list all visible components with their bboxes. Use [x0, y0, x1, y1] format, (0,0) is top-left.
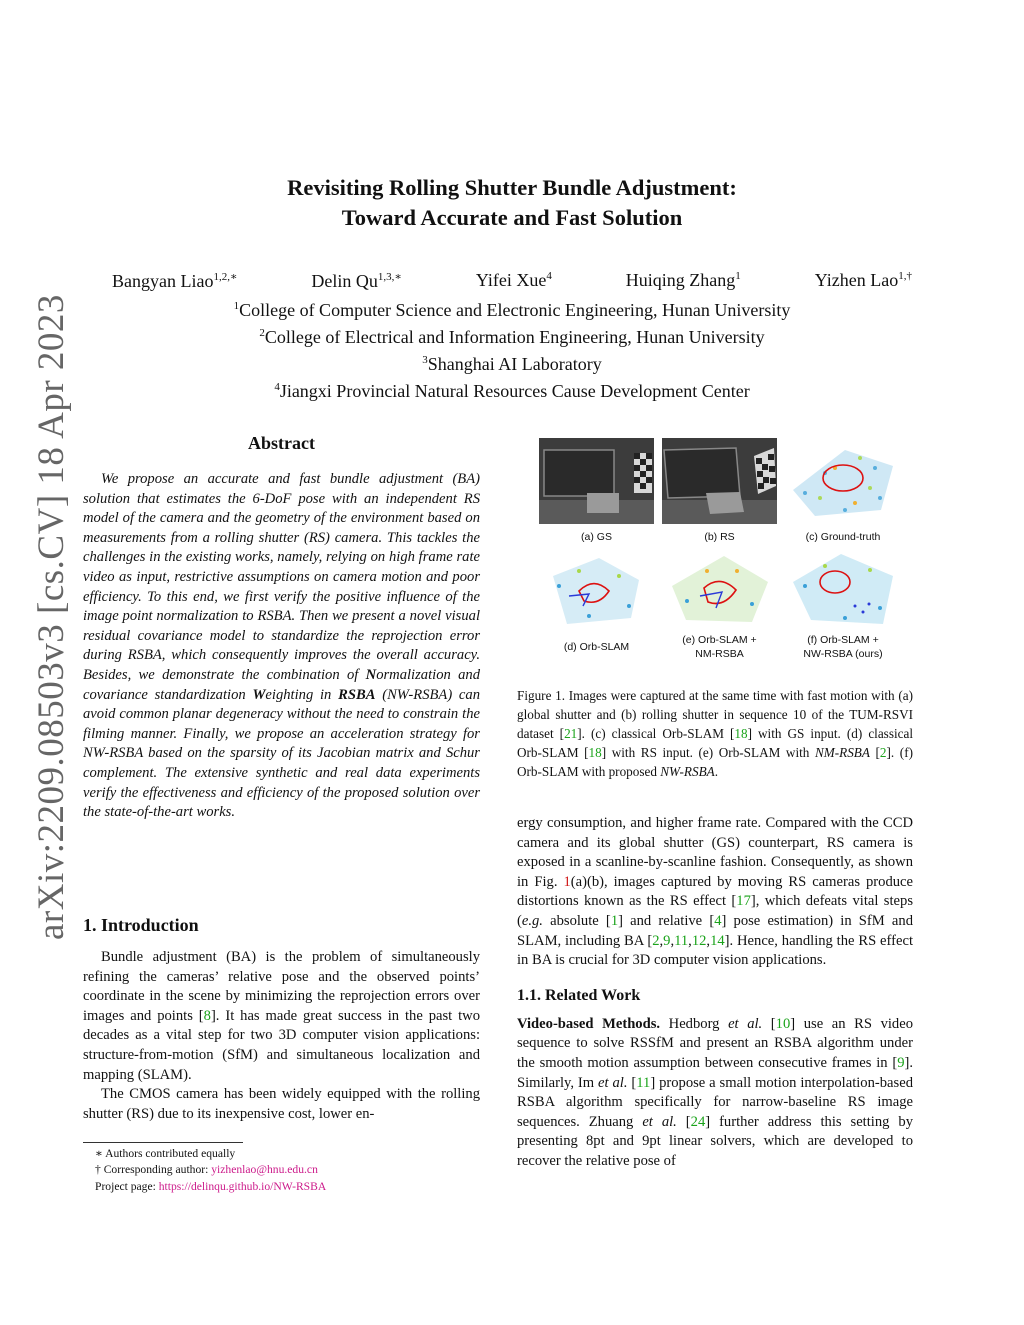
- label-rs: (b) RS: [704, 531, 735, 543]
- citation-link[interactable]: 24: [690, 1113, 706, 1130]
- footnote-project-page: Project page: https://delinqu.github.io/NW-RSBA: [95, 1179, 327, 1193]
- nw-rsba-pointcloud: [785, 546, 900, 632]
- introduction-heading: 1. Introduction: [83, 915, 199, 935]
- introduction-section: [83, 915, 480, 1124]
- affiliation: $^2$College of Electrical and Information Engineering, Hunan University: [259, 327, 765, 347]
- arxiv-identifier: arXiv:2209.08503v3 [cs.CV] 18 Apr 2023: [31, 294, 72, 940]
- ground-truth-pointcloud: [785, 438, 900, 524]
- abstract-text: We propose an accurate and fast bundle adjustment (BA) solution that estimates the 6-DoF pose with an independent RS model of the camera and the geometry of the environment based on measurements from a rolling shutter (RS) camera. This tackles the challenges in the existing works, namely, relying on high frame rate video as input, restrictive assumptions on camera motion and poor efficiency. To this end, we first verify the positive influence of the image point normalization to RSBA. Then we present a novel visual residual covariance model to standardize the reprojection error during RSBA, which consequently improves the overall accuracy. Besides, we demonstrate the combination of Normalization and covariance standardization Weighting in RSBA (NW-RSBA) can avoid common planar degeneracy without the need to constrain the filming manner. Finally, we propose an acceleration strategy for NW-RSBA based on the sparsity of its Jacobian matrix and Schur complement. The extensive synthetic and real data experiments verify the effectiveness and efficiency of the proposed solution over the state-of-the-art works.: [83, 471, 481, 821]
- footnote-corresponding: † Corresponding author: yizhenlao@hnu.edu.cn: [95, 1163, 318, 1177]
- affiliation-list: [112, 295, 912, 403]
- abstract-section: [83, 433, 480, 823]
- author: Yizhen Lao$^{1,\dagger}$: [814, 270, 912, 290]
- citation-link[interactable]: 4: [714, 912, 722, 929]
- project-url-link[interactable]: https://delinqu.github.io/NW-RSBA: [158, 1179, 327, 1193]
- right-column-text: [517, 814, 913, 1172]
- email-link[interactable]: yizhenlao@hnu.edu.cn: [211, 1163, 318, 1177]
- citation-link[interactable]: 9: [663, 932, 671, 949]
- author: Bangyan Liao$^{1,2,∗}$: [112, 271, 238, 291]
- figure-1: [517, 438, 913, 668]
- figure-ref-link[interactable]: 1: [563, 873, 571, 890]
- author: Huiqing Zhang$^1$: [625, 270, 741, 290]
- related-work-heading: 1.1. Related Work: [517, 986, 641, 1004]
- citation-link[interactable]: 14: [710, 932, 725, 949]
- author-list: [112, 270, 912, 292]
- intro-paragraph-2: The CMOS camera has been widely equipped with the rolling shutter (RS) due to its inexpensive cost, lower en-: [83, 1086, 480, 1122]
- footnote-rule: [83, 1142, 243, 1143]
- citation-link[interactable]: 2: [652, 932, 660, 949]
- author: Yifei Xue$^4$: [475, 270, 552, 290]
- author: Delin $Qu^{1,3,∗}$: [311, 271, 402, 291]
- related-work-paragraph: Video-based Methods. Hedborg et al. [10] use an RS video sequence to solve RSSfM and present an RSBA algorithm under the smooth motion assumption between consecutive frames in [9]. Similarly, Im et al. [11] propose a small motion interpolation-based RSBA algorithm specifically for narrow-baseline RS image sequences. Zhuang et al. [24] further address this setting by presenting 8pt and 9pt linear solvers, which are developed to recover the relative pose of: [517, 1015, 914, 1169]
- affiliation: $^1$College of Computer Science and Electronic Engineering, Hunan University: [233, 300, 791, 320]
- citation-link[interactable]: 11: [674, 932, 689, 949]
- citation-link[interactable]: 21: [564, 726, 578, 741]
- affiliation: $^4$Jiangxi Provincial Natural Resources Cause Development Center: [274, 381, 750, 401]
- citation-link[interactable]: 11: [636, 1074, 651, 1091]
- rs-image: [662, 438, 777, 524]
- label-nm-rsba: (e) Orb-SLAM + NM-RSBA: [682, 634, 757, 660]
- label-gs: (a) GS: [581, 531, 612, 543]
- title-line-1: Revisiting Rolling Shutter Bundle Adjustment:: [287, 175, 737, 200]
- nm-rsba-pointcloud: [662, 546, 777, 632]
- footnote-equal-contribution: ∗ Authors contributed equally: [95, 1147, 236, 1160]
- gs-image: [539, 438, 654, 524]
- intro-paragraph-continued: ergy consumption, and higher frame rate. Compared with the CCD camera and its global shutter (GS) counterpart, RS camera is exposed in a scanline-by-scanline fashion. Consequently, as shown in Fig. 1(a)(b), images captured by moving RS cameras produce distortions known as the RS effect [17], which defeats vital steps (e.g. absolute [1] and relative [4] pose estimation) in SfM and SLAM, including BA [2,9,11,12,14]. Hence, handling the RS effect in BA is crucial for 3D computer vision applications.: [517, 815, 914, 969]
- citation-link[interactable]: 18: [588, 745, 602, 760]
- label-ground-truth: (c) Ground-truth: [805, 531, 881, 543]
- paper-title: [140, 173, 884, 233]
- orb-slam-pointcloud: [539, 546, 654, 632]
- citation-link[interactable]: 10: [775, 1015, 791, 1032]
- citation-link[interactable]: 2: [879, 745, 887, 760]
- citation-link[interactable]: 18: [734, 726, 748, 741]
- citation-link[interactable]: 1: [610, 912, 619, 929]
- intro-paragraph-1: Bundle adjustment (BA) is the problem of simultaneously refining the cameras’ relative pose and the observed points’ coordinate in the scene by minimizing the reprojection errors over images and points [8]. It has made great success in the past two decades as a vital step for two 3D computer vision applications: structure-from-motion (SfM) and simultaneous localization and mapping (SLAM).: [83, 949, 480, 1083]
- figure-1-caption: Figure 1. Images were captured at the same time with fast motion with (a) global shutter and (b) rolling shutter in sequence 10 of the TUM-RSVI dataset [21]. (c) classical Orb-SLAM [18] with GS input. (d) classical Orb-SLAM [18] with RS input. (e) Orb-SLAM with NM-RSBA [2]. (f) Orb-SLAM with proposed NW-RSBA.: [517, 688, 913, 779]
- label-orb-slam: (d) Orb-SLAM: [563, 641, 630, 653]
- citation-link[interactable]: 17: [736, 893, 751, 910]
- citation-link[interactable]: 12: [691, 932, 707, 949]
- affiliation: $^3$Shanghai AI Laboratory: [422, 354, 602, 374]
- abstract-heading: Abstract: [248, 433, 315, 453]
- citation-link[interactable]: 8: [203, 1007, 211, 1024]
- footnotes: [95, 1146, 326, 1195]
- label-nw-rsba: (f) Orb-SLAM + NW-RSBA (ours): [803, 634, 883, 660]
- citation-link[interactable]: 9: [897, 1054, 905, 1071]
- title-line-2: Toward Accurate and Fast Solution: [341, 205, 683, 230]
